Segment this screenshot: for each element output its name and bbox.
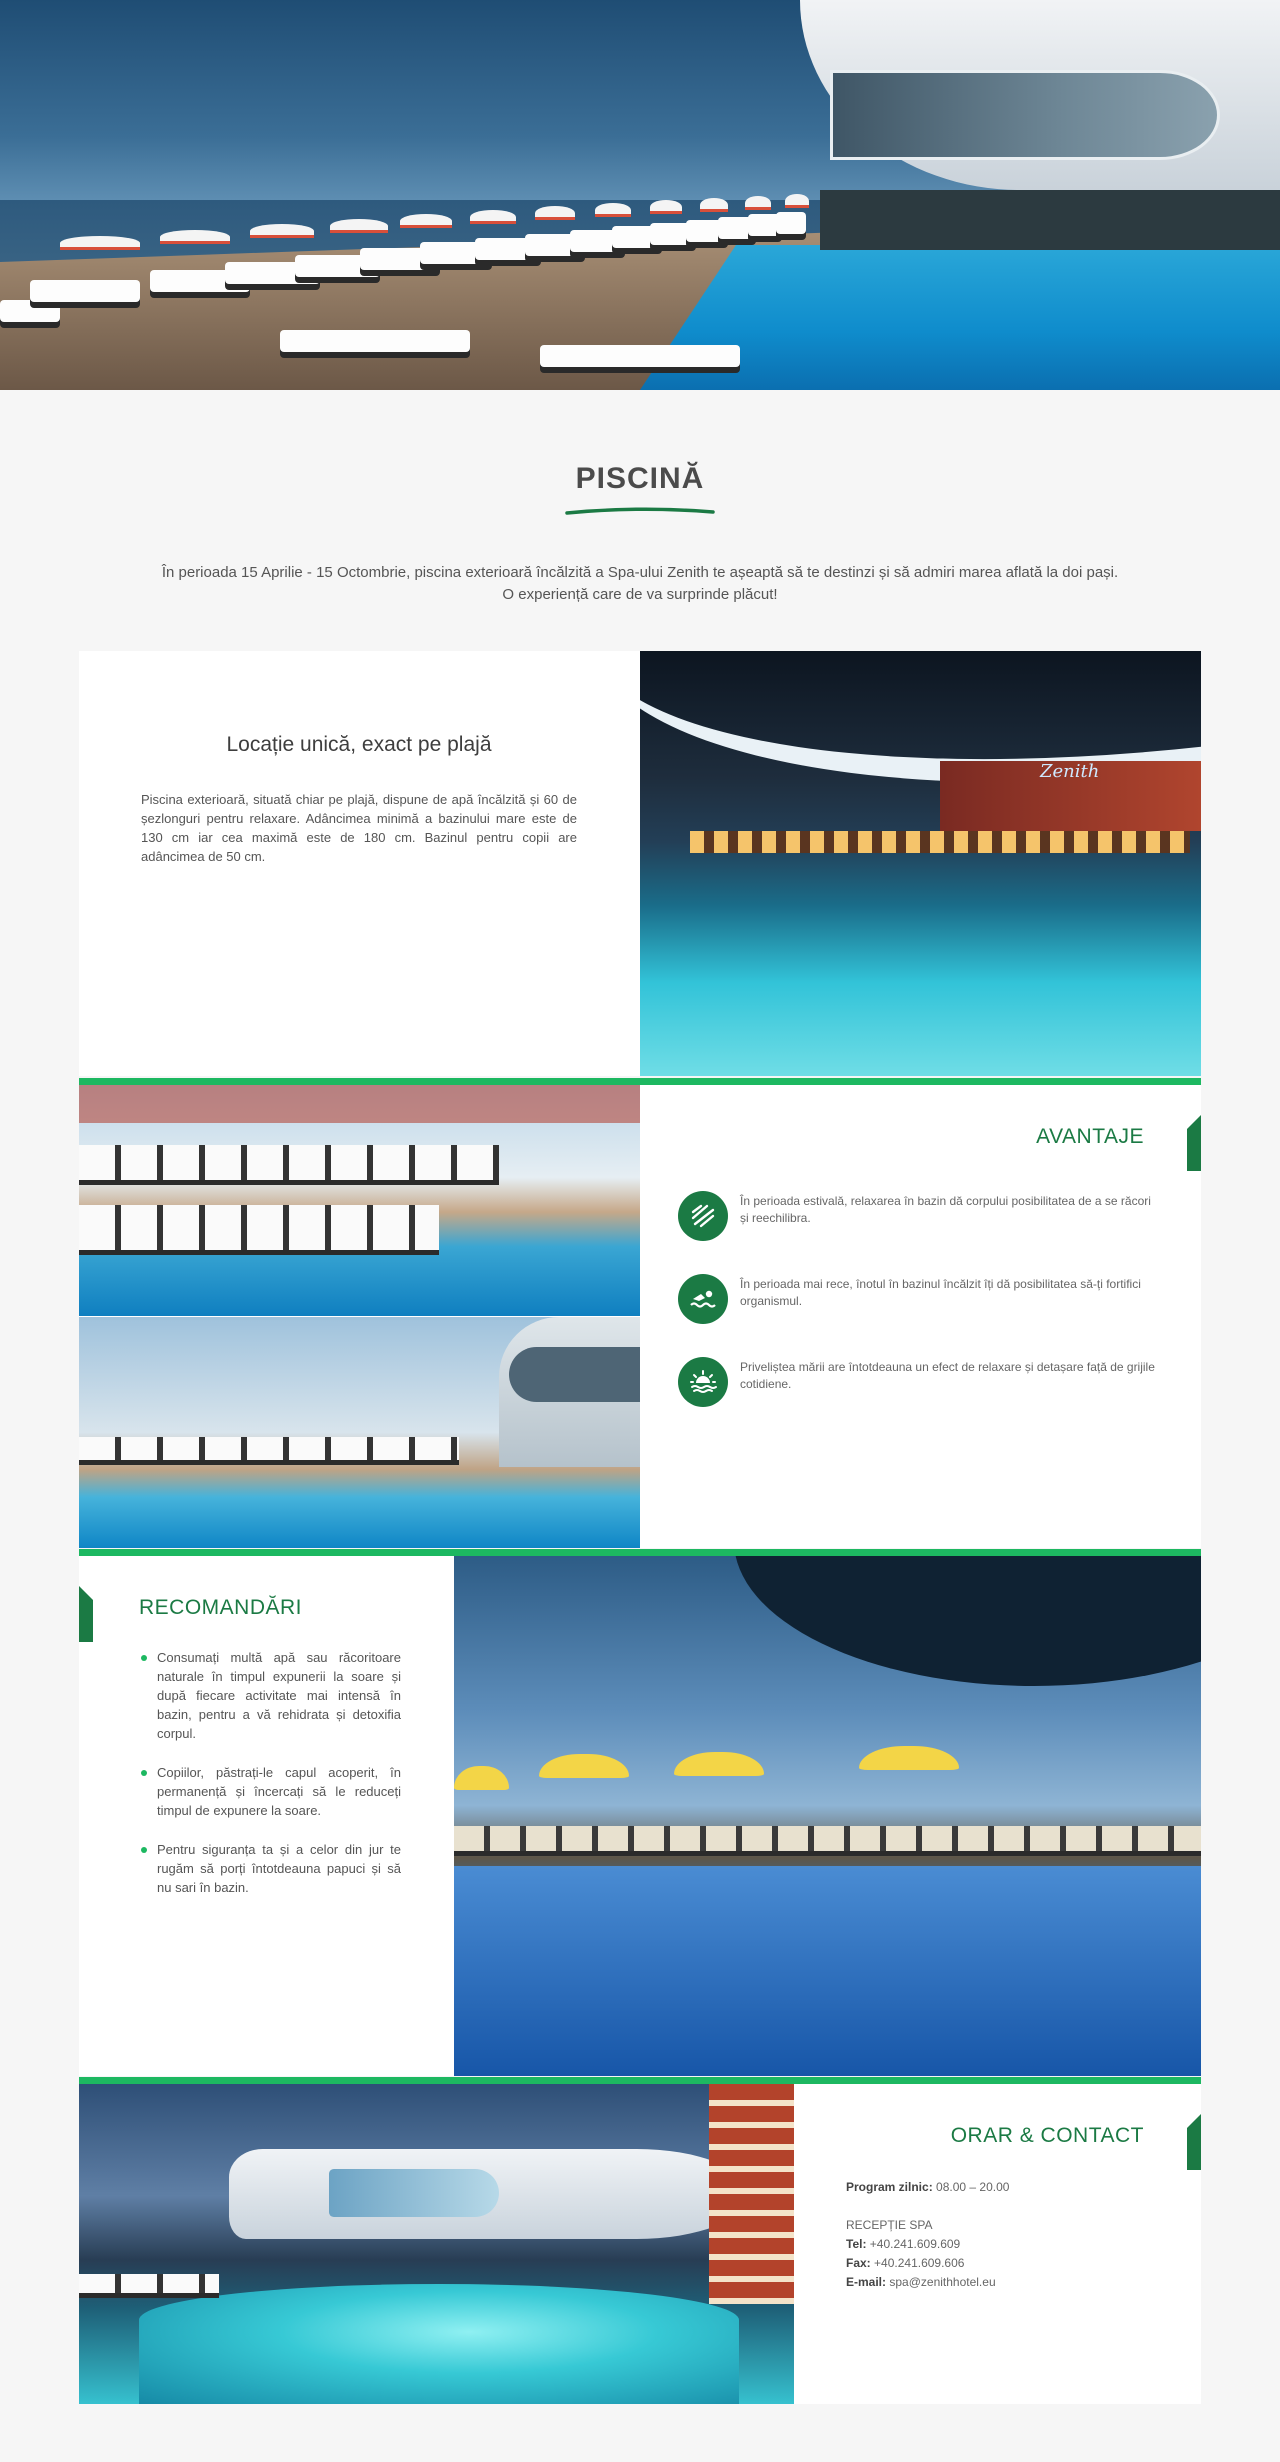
title-block [0, 462, 1280, 516]
advantages-section [79, 1085, 1201, 1548]
section-divider [79, 1549, 1201, 1556]
recommendations-heading: RECOMANDĂRI [139, 1596, 303, 1619]
umbrellas-pool-photo [454, 1556, 1201, 2076]
hero-building [800, 0, 1280, 240]
tel-label: Tel: [846, 2237, 867, 2251]
advantage-item [678, 1274, 1158, 1324]
advantage-item [678, 1191, 1158, 1241]
sea-sunset-icon [678, 1357, 728, 1407]
fax-label: Fax: [846, 2256, 871, 2270]
recommendation-item: Consumați multă apă sau răcoritoare naturale în timpul expunerii la soare și după fiecare activitate mai intensă în bazin, pentru a vă rehidrata și detoxifia corpul. [139, 1648, 401, 1743]
contact-details [846, 2178, 1146, 2292]
advantage-text: În perioada estivală, relaxarea în bazin dă corpului posibilitatea de a se răcori și reechilibra. [740, 1194, 1151, 1225]
contact-heading: ORAR & CONTACT [950, 2124, 1144, 2147]
hero-pool-photo [0, 0, 1280, 390]
recommendations-section [79, 1556, 1201, 2076]
program-label: Program zilnic: [846, 2180, 933, 2194]
advantage-text: În perioada mai rece, înotul în bazinul încălzit îți dă posibilitatea să-ți fortifici organismul. [740, 1277, 1141, 1308]
email-label: E-mail: [846, 2275, 887, 2289]
reception-label: RECEPȚIE SPA [846, 2218, 933, 2232]
advantage-text: Priveliștea mării are întotdeauna un efect de relaxare și detașare față de grijile cotidiene. [740, 1360, 1155, 1391]
location-body: Piscina exterioară, situată chiar pe plajă, dispune de apă încălzită și 60 de șezlonguri pentru relaxare. Adâncimea minimă a bazinului mare este de 130 cm iar cea maximă este de 180 cm. Bazinul pentru copii are adâncimea de 50 cm. [141, 792, 577, 864]
pool-building-photo [79, 1317, 640, 1548]
section-flag [79, 1586, 93, 1642]
intro-text [100, 562, 1180, 606]
location-heading: Locație unică, exact pe plajă [226, 733, 492, 756]
recommendation-item: Copiilor, păstrați-le capul acoperit, în permanență și încercați să le reduceți timpul de expunere la soare. [139, 1763, 401, 1820]
program-hours: 08.00 – 20.00 [936, 2180, 1010, 2194]
cooling-waves-icon [678, 1191, 728, 1241]
section-divider [79, 2077, 1201, 2084]
evening-pool-photo [79, 2084, 794, 2404]
recommendation-item: Pentru siguranța ta și a celor din jur te rugăm să porți întotdeauna papuci și să nu sari în bazin. [139, 1840, 401, 1897]
swimmer-icon [678, 1274, 728, 1324]
section-flag [1187, 2114, 1201, 2170]
zenith-sign: Zenith [1040, 761, 1100, 782]
advantage-item [678, 1357, 1158, 1407]
page-title: PISCINĂ [575, 462, 705, 495]
tel-number[interactable]: +40.241.609.609 [869, 2237, 961, 2251]
recommendations-list [139, 1648, 401, 1917]
loungers-photo [79, 1085, 640, 1316]
advantages-heading: AVANTAJE [1036, 1125, 1144, 1148]
intro-line-1: În perioada 15 Aprilie - 15 Octombrie, piscina exterioară încălzită a Spa-ului Zenith te așeaptă să te destinzi și să admiri marea aflată la doi pași. [161, 564, 1119, 581]
intro-line-2: O experiență care de va surprinde plăcut! [502, 586, 778, 603]
fax-number: +40.241.609.606 [874, 2256, 965, 2270]
section-divider [79, 1078, 1201, 1085]
section-flag [1187, 1115, 1201, 1171]
email-link[interactable]: spa@zenithhotel.eu [889, 2275, 996, 2289]
title-underline [565, 506, 715, 516]
contact-section [79, 2084, 1201, 2404]
night-pool-photo [640, 651, 1201, 1076]
location-section [79, 651, 1201, 1076]
hero-pool-water [640, 245, 1280, 390]
